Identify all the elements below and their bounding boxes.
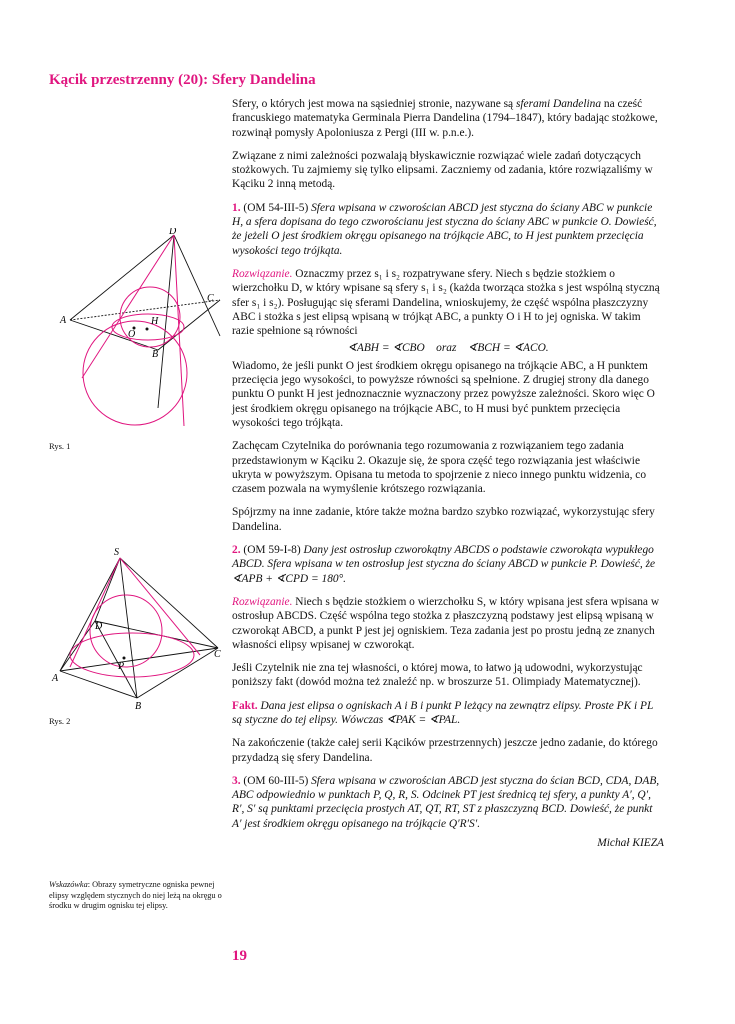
page-title: Kącik przestrzenny (20): Sfery Dandelina	[49, 72, 316, 88]
encourage-paragraph: Zachęcam Czytelnika do porównania tego rozumowania z rozwiązaniem tego zadania przedstawionym w Kąciku 2. Okazuje się, że spora część tego rozwiązania jest właściwie ukryta w powyższym. Opisana tu metoda to spojrzenie z nieco innego punktu widzenia, co czasem pozwala na wymyślenie krótszego rozwiązania.	[232, 440, 647, 496]
author-signature: Michał KIEZA	[597, 837, 664, 850]
look-paragraph: Spójrzmy na inne zadanie, które także można bardzo szybko rozwiązać, wykorzystując sfery Dandelina.	[232, 506, 655, 533]
label-a: A	[60, 315, 67, 326]
solution-1: Rozwiązanie. Oznaczmy przez s₁ i s₂ rozpatrywane sfery. Niech s będzie stożkiem o wierzchołku D, w który wpisane są sfery s₁ i s₂ (każda tworząca stożka s jest wspólną styczną sfer s₁ i s₂). Posługując się sferami Dandelina, wnioskujemy, że część wspólna płaszczyzny ABC i stożka s jest elipsą wpisaną w trójkąt ABC, a punkty O i H to jej ogniska. W takim razie spełnione są równości	[232, 267, 660, 338]
label-o: O	[128, 329, 136, 340]
if-paragraph: Jeśli Czytelnik nie zna tej własności, o której mowa, to łatwo ją udowodni, wykorzystując poniższy fakt (dowód można też znaleźć np. w broszurze 51. Olimpiady Matematycznej).	[232, 662, 643, 689]
label-d: D	[169, 228, 177, 237]
figure-2-caption: Rys. 2	[49, 716, 71, 726]
page-number: 19	[232, 948, 247, 964]
solution-1-continued: Wiadomo, że jeśli punkt O jest środkiem okręgu opisanego na trójkącie ABC, a H punktem przecięcia jego wysokości, to powyższe równości są spełnione. Z drugiej strony dla danego punktu O punkt H jest jednoznacznie wyznaczony przez powyższe zależności. Skoro więc O jest środkiem okręgu opisanego na trójkącie ABC, to H musi być punktem przecięcia wysokości tego trójkąta.	[232, 359, 655, 429]
label-b: B	[152, 349, 159, 360]
intro-paragraph-1: Sfery, o których jest mowa na sąsiedniej stronie, nazywane są sferami Dandelina na cześć francuskiego matematyka Germinala Pierra Dandelina (1794–1847), który badając stożkowe, rozwinął pomysły Apoloniusza z Pergi (III w. p.n.e.).	[232, 98, 658, 139]
figure-1	[50, 228, 230, 428]
label-c: C	[214, 649, 221, 660]
article-body	[232, 97, 664, 850]
label-s: S	[114, 547, 119, 558]
label-a: A	[52, 673, 59, 684]
ending-paragraph: Na zakończenie (także całej serii Kącików przestrzennych) jeszcze jedno zadanie, do którego przydadzą się sfery Dandelina.	[232, 737, 658, 764]
intro-paragraph-2: Związane z nimi zależności pozwalają błyskawicznie rozwiązać wiele zadań dotyczących stożkowych. Tu zajmiemy się tylko elipsami. Zaczniemy od zadania, które rozwiązaliśmy w Kąciku 2 inną metodą.	[232, 149, 653, 191]
label-c: C	[207, 293, 214, 304]
problem-3: 3. (OM 60-III-5) Sfera wpisana w czworościan ABCD jest styczna do ścian BCD, CDA, DAB, ABC odpowiednio w punktach P, Q, R, S. Odcinek PT jest średnicą tej sfery, a punkty A′, Q′, R′, S′ są punktami przecięcia prostych AT, QT, RT, ST z płaszczyzną BCD. Dowieść, że punkt A′ jest środkiem okręgu opisanego na trójkącie Q′R′S′.	[232, 774, 660, 830]
figure-2	[50, 543, 230, 713]
label-p: P	[118, 661, 125, 672]
figure-1-caption: Rys. 1	[49, 441, 71, 451]
label-d: D	[95, 621, 103, 632]
problem-2: 2. (OM 59-I-8) Dany jest ostrosłup czworokątny ABCDS o podstawie czworokąta wypukłego ABCD. Sfera wpisana w ten ostrosłup jest styczna do ściany ABCD w punkcie P. Dowieść, że ∢APB + ∢CPD = 180°.	[232, 544, 656, 585]
point-h	[146, 328, 149, 331]
fakt-paragraph: Fakt. Dana jest elipsa o ogniskach A i B i punkt P leżący na zewnątrz elipsy. Proste PK i PL są styczne do tej elipsy. Wówczas ∢PAK = ∢PAL.	[232, 699, 654, 726]
solution-2: Rozwiązanie. Niech s będzie stożkiem o wierzchołku S, w który wpisana jest sfera wpisana w ostrosłup ABCDS. Część wspólna tego stożka z płaszczyzną podstawy jest elipsą wpisaną w czworokąt ABCD, a punkt P jest jej ogniskiem. Teza zadania jest po prostu jedną ze znanych własności elipsy wpisanej w czworokąt.	[232, 595, 660, 651]
problem-1: 1. (OM 54-III-5) Sfera wpisana w czworościan ABCD jest styczna do ściany ABC w punkcie H, a sfera dopisana do tego czworościanu jest styczna do ściany ABC w punkcie O. Dowieść, że jeżeli O jest środkiem okręgu opisanego na trójkącie ABC, to H jest punktem przecięcia wysokości tego trójkąta.	[232, 201, 657, 257]
hint-label: Wskazówka	[49, 880, 88, 889]
label-b: B	[135, 701, 142, 712]
point-p	[123, 657, 126, 660]
solution-1-equation: ∢ABH = ∢CBO oraz ∢BCH = ∢ACO.	[347, 342, 549, 355]
hint-note	[49, 880, 224, 912]
hint-text: : Obrazy symetryczne ogniska pewnej elipsy względem stycznych do niej leżą na okręgu o środku w drugim ognisku tej elipsy.	[49, 880, 222, 911]
dandelin-cone-and-sphere	[70, 558, 200, 677]
label-h: H	[151, 316, 159, 327]
